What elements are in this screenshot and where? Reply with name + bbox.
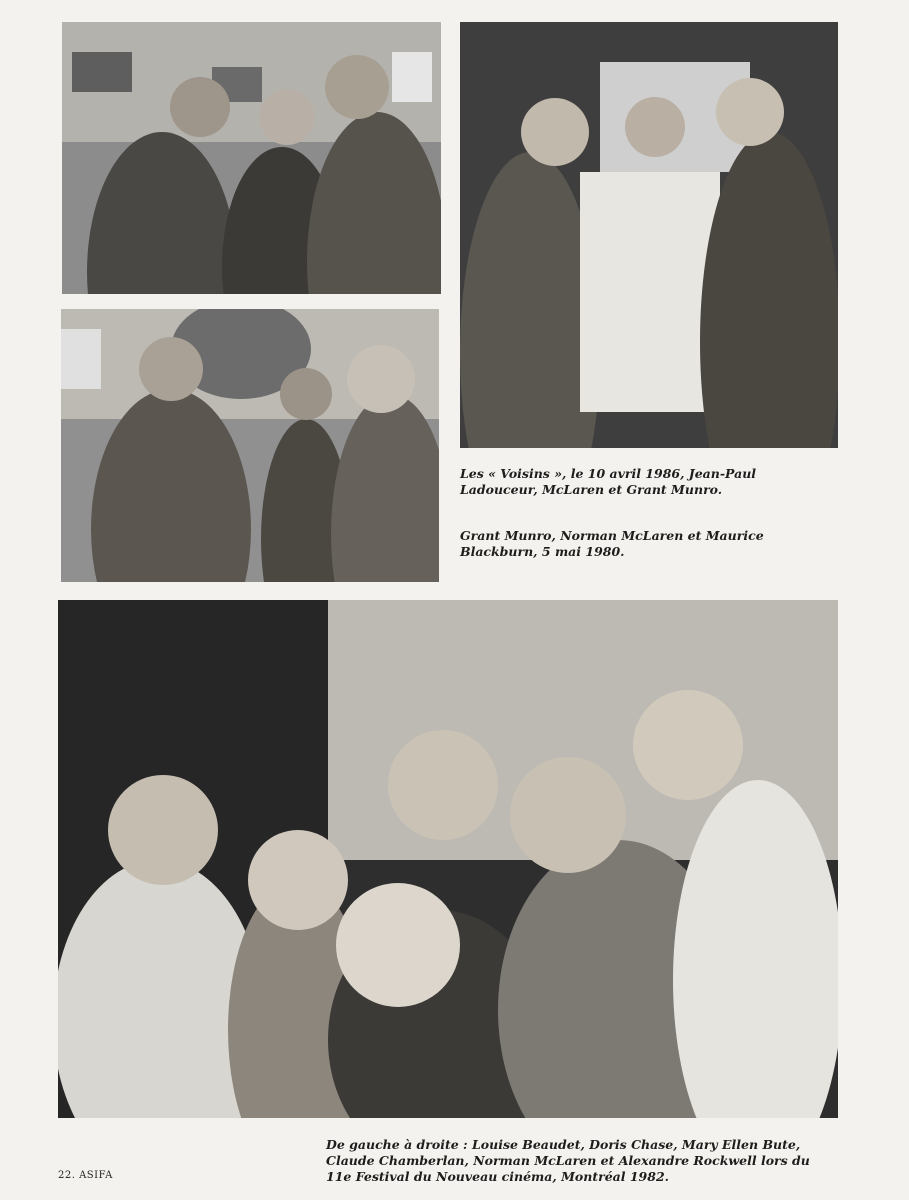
photo-three-men-outdoors (62, 22, 441, 294)
photo-festival-group (58, 600, 838, 1118)
caption-festival-group: De gauche à droite : Louise Beaudet, Doris Chase, Mary Ellen Bute, Claude Chamberlan, Norman McLaren et Alexandre Rockwell lors du 11e Festival du Nouveau cinéma, Montréal 1982. (326, 1137, 810, 1184)
photo-voisins (460, 22, 838, 448)
page-folio: 22. ASIFA (58, 1170, 113, 1181)
caption-munro-mclaren-blackburn: Grant Munro, Norman McLaren et Maurice Blackburn, 5 mai 1980. (460, 528, 764, 559)
photo-munro-mclaren-blackburn (61, 309, 439, 582)
caption-voisins: Les « Voisins », le 10 avril 1986, Jean-Paul Ladouceur, McLaren et Grant Munro. (460, 466, 757, 497)
